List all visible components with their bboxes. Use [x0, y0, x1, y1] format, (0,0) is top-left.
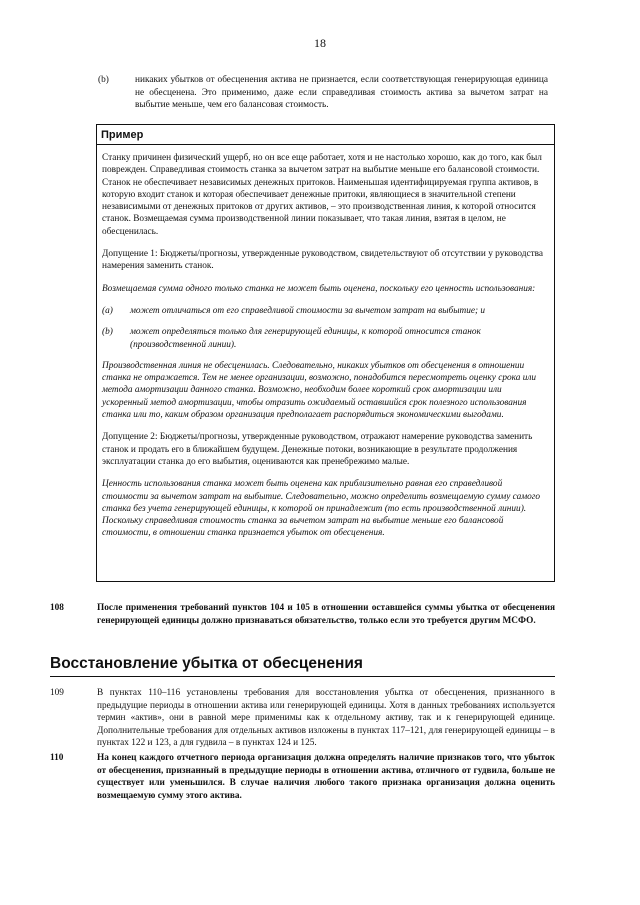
sub-item-b-label: (b)	[102, 327, 113, 338]
paragraph-108	[50, 602, 555, 627]
paragraph-110	[50, 752, 555, 802]
example-box	[96, 124, 555, 582]
assumption-2: Допущение 2: Бюджеты/прогнозы, утвержденные руководством, отражают намерение руководства заменить станок и продать его в ближайшем будущем. Денежные потоки, возникающие в результате продолжения эксплуатации станка до его выбытия, оцениваются как пренебрежимо малые.	[102, 432, 533, 467]
paragraph-text: В пунктах 110–116 установлены требования для восстановления убытка от обесценения, признанного в предыдущие периоды в отношении актива или генерирующей единицы. Хотя в данных требованиях используется термин «актив», они в равной мере применимы как к отдельному активу, так и к генерирующей единице. Дополнительные требования для отдельных активов изложены в пунктах 117–121, для генерирующей единицы – в пунктах 122 и 123, а для гудвила – в пунктах 124 и 125.	[97, 688, 555, 748]
paragraph-109	[50, 687, 555, 750]
example-paragraph-6: Ценность использования станка может быть оценена как приблизительно равная его справедливой стоимости за вычетом затрат на выбытие. Следовательно, можно определить возмещаемую сумму самого станка без учета генерирующей единицы, к которой он принадлежит (то есть производственной линии). Поскольку справедливая стоимость станка за вычетом затрат на выбытие меньше его балансовой стоимости, в отношении станка признается убыток от обесценения.	[102, 479, 541, 539]
list-item-label: (b)	[98, 75, 109, 85]
example-body	[97, 145, 554, 540]
paragraph-number: 109	[50, 688, 64, 698]
page-number: 18	[314, 36, 326, 50]
heading-rule	[50, 676, 555, 677]
paragraph-number: 108	[50, 603, 64, 613]
sub-item-a-label: (a)	[102, 305, 113, 316]
sub-item-a	[102, 305, 549, 317]
assumption-1: Допущение 1: Бюджеты/прогнозы, утвержденные руководством, свидетельствуют об отсутствии у руководства намерения заменить станок.	[102, 249, 544, 272]
sub-item-a-text: может отличаться от его справедливой стоимости за вычетом затрат на выбытие; и	[130, 305, 486, 316]
example-paragraph-1: Станку причинен физический ущерб, но он все еще работает, хотя и не настолько хорошо, как до того, как был поврежден. Справедливая стоимость станка за вычетом затрат на выбытие меньше его балансовой стоимости. Станок не обеспечивает независимых денежных притоков. Наименьшая идентифицируемая группа активов, в которую входит станок и которая обеспечивает денежные притоки, являющиеся в значительной степени независимыми от денежных притоков от других активов, – это производственная линия, к которой относится станок. Возмещаемая сумма производственной линии показывает, что такая линия, взятая в целом, не обесценилась.	[102, 153, 542, 237]
example-title: Пример	[97, 125, 554, 145]
paragraph-number: 110	[50, 753, 64, 763]
paragraph-text: После применения требований пунктов 104 и 105 в отношении оставшейся суммы убытка от обесценения генерирующей единицы должно признаваться обязательство, только если это требуется другим МСФО.	[97, 603, 555, 626]
example-paragraph-3: Возмещаемая сумма одного только станка не может быть оценена, поскольку его ценность использования:	[102, 283, 536, 294]
example-paragraph-4: Производственная линия не обесценилась. Следовательно, никаких убытков от обесценения в отношении станка не отражается. Тем не менее организации, возможно, понадобится пересмотреть оценку срока или метода амортизации данного станка. Возможно, необходим более короткий срок амортизации или ускоренный метод амортизации, чтобы отразить ожидаемый оставшийся срок полезного использования станка или то, каким образом организация предполагает распорядиться экономическими выгодами.	[102, 360, 537, 421]
section-heading: Восстановление убытка от обесценения	[50, 655, 363, 672]
sub-item-b-text: может определяться только для генерирующей единицы, к которой относится станок (производственной линии).	[130, 327, 481, 350]
list-item-b	[98, 74, 548, 112]
list-item-text: никаких убытков от обесценения актива не признается, если соответствующая генерирующая единица не обесценена. Это применимо, даже если справедливая стоимость актива за вычетом затрат на выбытие меньше, чем его балансовая стоимость.	[135, 75, 548, 110]
paragraph-text: На конец каждого отчетного периода организация должна определять наличие признаков того, что убыток от обесценения, признанный в предыдущие периоды в отношении актива, отличного от гудвила, больше не существует или уменьшился. В случае наличия любого такого признака организация должна оценить возмещаемую сумму этого актива.	[97, 753, 555, 801]
sub-item-b	[102, 326, 549, 351]
